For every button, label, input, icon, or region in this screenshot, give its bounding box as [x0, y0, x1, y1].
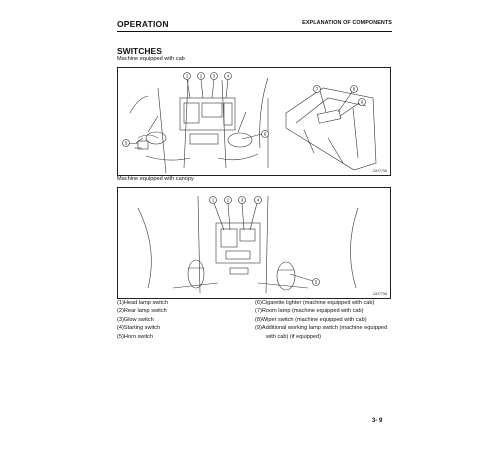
svg-text:2: 2 [199, 73, 203, 79]
page-header [117, 19, 392, 32]
svg-text:9: 9 [360, 99, 364, 105]
legend-item: (4)Starting switch [117, 325, 161, 332]
svg-text:3: 3 [240, 197, 244, 203]
legend-item: with cab) (if equipped) [266, 333, 322, 340]
figure-canopy-illustration [117, 187, 391, 299]
figure-code: 3JH7756 [372, 169, 387, 173]
figure-cab-illustration [117, 67, 391, 176]
svg-text:3: 3 [212, 73, 216, 79]
svg-text:4: 4 [226, 73, 230, 79]
svg-text:1: 1 [185, 73, 189, 79]
legend-item: (3)Glow switch [117, 316, 154, 323]
legend-item: (6)Cigarette lighter (machine equipped with cab) [255, 300, 375, 306]
legend-item: (8)Wiper switch (machine equipped with cab) [255, 316, 367, 323]
legend-list-left [117, 299, 168, 341]
page-title: SWITCHES [117, 46, 162, 56]
legend-item: (7)Room lamp (machine equipped with cab) [255, 308, 364, 315]
svg-text:4: 4 [256, 197, 260, 203]
figure-caption-cab: Machine equipped with cab [117, 56, 185, 62]
figure-code: 3JH7758 [372, 292, 387, 296]
legend-item: (2)Rear lamp switch [117, 308, 167, 315]
legend-list-right [255, 299, 387, 341]
page-number: 3- 9 [372, 418, 383, 424]
svg-text:5: 5 [314, 279, 318, 285]
svg-text:6: 6 [263, 131, 267, 137]
legend-item: (5)Horn switch [117, 333, 154, 340]
svg-text:1: 1 [211, 197, 215, 203]
svg-text:8: 8 [352, 86, 356, 92]
section-title: OPERATION [117, 19, 169, 29]
figure-caption-canopy: Machine equipped with canopy [117, 176, 194, 182]
legend-item: (1)Head lamp switch [117, 300, 168, 306]
svg-text:5: 5 [124, 140, 128, 146]
subsection-title: EXPLANATION OF COMPONENTS [302, 20, 392, 26]
legend-item: (9)Additional working lamp switch (machine equipped [255, 325, 388, 332]
svg-text:2: 2 [226, 197, 230, 203]
svg-text:7: 7 [315, 86, 319, 92]
